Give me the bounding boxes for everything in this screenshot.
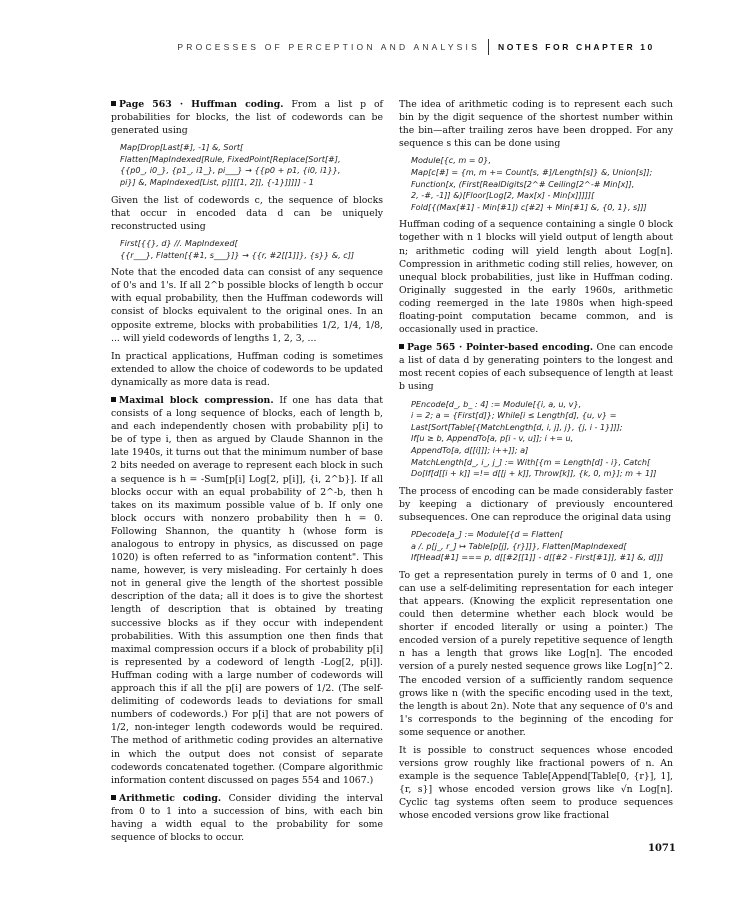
paragraph-text: If one has data that consists of a long sequence of blocks, each of length b, and each independently chosen with probability p[i] to be of type i, then as argued by Claude Shannon in the late 1940s, it turns out that the minimum number of base 2 bits needed on average to represent each block in such a sequence is h = -Sum[p[i] Log[2, p[i]], {i, 2^b}]. If all blocks occur with an equal probability of 2^-b, then h takes on its maximum possible value of b. If only one block occurs with nonzero probability then h = 0. Following Shannon, the quantity h (whose form is analogous to entropy in physics, as discussed on page 1020) is often referred to as "information content". This name, however, is very misleading. For certainly h does not in general give the length of the shortest possible description of the data; all it does is to give the shortest length of description that is obtained by treating successive blocks as if they occur with independent probabilities. With this assumption one then finds that maximal compression occurs if a block of probability p[i] is represented by a codeword of length -Log[2, p[i]]. Huffman coding with a large number of codewords will approach this if all the p[i] are powers of 1/2. (The self-delimiting of codewords leads to deviations for small numbers of codewords.) For p[i] that are not powers of 1/2, non-integer length codewords would be required. The method of arithmetic coding provides an alternative in which the output does not consist of separate codewords concatenated together. (Compare algorithmic information content discussed on pages 554 and 1067.) — [111, 394, 383, 786]
section-heading: Page 563 · Huffman coding. — [119, 99, 284, 110]
paragraph-text: Consider dividing the interval from 0 to 1 into a succession of bins, with each bin having a width equal to the probability for some sequence of blocks to occur. — [111, 792, 383, 844]
code-line: pi}] &, MapIndexed[List, p]][[1, 2]], {-1}]]]]] - 1 — [120, 177, 314, 188]
paragraph-huffman — [111, 98, 383, 137]
paragraph: To get a representation purely in terms of 0 and 1, one can use a self-delimiting representation for each integer that appears. (Knowing the explicit representation one could then determine whether each block would be shorter if encoded literally or using a pointer.) The encoded version of a purely repetitive sequence of length n has a length that grows like Log[n]. The encoded version of a purely nested sequence grows like Log[n]^2. The encoded version of a sufficiently random sequence grows like n (with the specific encoding used in the text, the length is about 2n). Note that any sequence of 0's and 1's corresponds to the beginning of the encoding for some sequence or another. — [399, 569, 673, 738]
code-block-pencode — [399, 399, 673, 480]
code-line: Module[{c, m = 0}, — [411, 155, 492, 166]
running-header — [0, 42, 750, 62]
code-line: Fold[{(Max[#1] - Min[#1]) c[#2] + Min[#1] &, {0, 1}, s]]] — [411, 201, 647, 212]
paragraph-text: One can encode a list of data d by generating pointers to the longest and most recent copies of each subsequence of length at least b using — [399, 342, 673, 393]
code-line: i = 2; a = {First[d]}; While[i ≤ Length[d], {u, v} = — [411, 410, 617, 421]
paragraph: The process of encoding can be made considerably faster by keeping a dictionary of previously encountered subsequences. One can reproduce the original data using — [399, 485, 673, 523]
code-line: If[u ≥ b, AppendTo[a, p[i - v, u]]; i += u, — [411, 433, 574, 444]
code-line: a /. p[j_, r_] ↦ Table[p[j], {r}]]}, Flatten[MapIndexed[ — [411, 540, 627, 551]
paragraph-pointer-encoding — [399, 341, 673, 393]
code-block-huffman — [111, 142, 383, 188]
code-line: Last[Sort[Table[{MatchLength[d, i, j], j}, {j, i - 1}]]]; — [411, 421, 623, 432]
code-block-pdecode — [399, 529, 673, 564]
paragraph-maximal-block — [111, 394, 383, 787]
section-heading: Maximal block compression. — [119, 394, 274, 406]
header-chapter-title: NOTES FOR CHAPTER 10 — [498, 42, 655, 52]
code-line: Map[Drop[Last[#], -1] &, Sort[ — [120, 142, 244, 153]
section-heading: Arithmetic coding. — [119, 792, 222, 804]
code-line: {{r___}, Flatten[{#1, s___}]} → {{r, #2[[1]]}, {s}} &, c]] — [120, 249, 355, 260]
code-line: AppendTo[a, d[[i]]]; i++]]; a] — [411, 444, 529, 455]
code-line: Map[c[#] = {m, m += Count[s, #]/Length[s]} &, Union[s]]; — [411, 166, 653, 177]
page-number: 1071 — [648, 843, 676, 854]
code-line: PEncode[d_, b_ : 4] := Module[{i, a, u, v}, — [411, 398, 582, 409]
left-column — [111, 98, 383, 849]
header-divider — [488, 39, 489, 55]
paragraph: Note that the encoded data can consist of any sequence of 0's and 1's. If all 2^b possible blocks of length b occur with equal probability, then the Huffman codewords will consist of blocks equivalent to the original ones. In an opposite extreme, blocks with probabilities 1/2, 1/4, 1/8, ... will yield codewords of lengths 1, 2, 3, ... — [111, 267, 383, 344]
paragraph: Huffman coding of a sequence containing a single 0 block together with n 1 blocks will yield output of length about n; arithmetic coding will yield length about Log[n]. Compression in arithmetic coding still relies, however, on unequal block probabilities, just like in Huffman coding. Originally suggested in the early 1960s, arithmetic coding reemerged in the late 1980s when high-speed floating-point computation became common, and is occasionally used in practice. — [399, 219, 673, 336]
paragraph: It is possible to construct sequences whose encoded versions grow roughly like fractional powers of n. An example is the sequence Table[Append[Table[0, {r}], 1], {r, s}] whose encoded version grows like √n Log[n]. Cyclic tag systems often seem to produce sequences whose encoded versions grow like fractional — [399, 745, 673, 822]
bullet-icon — [399, 344, 404, 349]
bullet-icon — [111, 795, 116, 800]
code-line: Do[If[d[[i + k]] =!= d[[j + k]], Throw[k]], {k, 0, m}]; m + 1]] — [411, 468, 657, 479]
section-heading: Page 565 · Pointer-based encoding. — [407, 342, 594, 354]
code-block-decode — [111, 238, 383, 261]
code-line: MatchLength[d_, i_, j_] := With[{m = Length[d] - i}, Catch[ — [411, 456, 651, 467]
code-line: Flatten[MapIndexed[Rule, FixedPoint[Replace[Sort[#], — [120, 153, 341, 164]
code-line: {{p0_, i0_}, {p1_, i1_}, pi___} → {{p0 + p1, {i0, i1}}, — [120, 165, 341, 176]
header-section-title: PROCESSES OF PERCEPTION AND ANALYSIS — [177, 42, 480, 52]
paragraph: Given the list of codewords c, the sequence of blocks that occur in encoded data d can be uniquely reconstructed using — [111, 194, 383, 232]
paragraph: The idea of arithmetic coding is to represent each such bin by the digit sequence of the shortest number within the bin—after trailing zeros have been dropped. For any sequence s this can be done using — [399, 99, 673, 150]
code-line: PDecode[a_] := Module[{d = Flatten[ — [411, 529, 563, 539]
bullet-icon — [111, 397, 116, 402]
paragraph: In practical applications, Huffman coding is sometimes extended to allow the choice of codewords to be updated dynamically as more data is read. — [111, 350, 383, 388]
paragraph-text: From a list p of probabilities for blocks, the list of codewords can be generated using — [111, 99, 383, 137]
bullet-icon — [111, 101, 116, 106]
code-line: 2, -#, -1]] &)[Floor[Log[2, Max[x] - Min[x]]]]][ — [411, 190, 595, 201]
paragraph-arithmetic — [111, 792, 383, 844]
code-line: Function[x, (First[RealDigits[2^# Ceiling[2^-# Min[x]], — [411, 178, 635, 189]
code-line: If[Head[#1] === p, d[[#2[[1]] - d[[#2 - First[#1]], #1] &, d]]] — [411, 552, 664, 563]
code-line: First[{{}, d} //. MapIndexed[ — [120, 237, 238, 248]
code-block-arithmetic — [399, 155, 673, 213]
right-column — [399, 98, 673, 828]
